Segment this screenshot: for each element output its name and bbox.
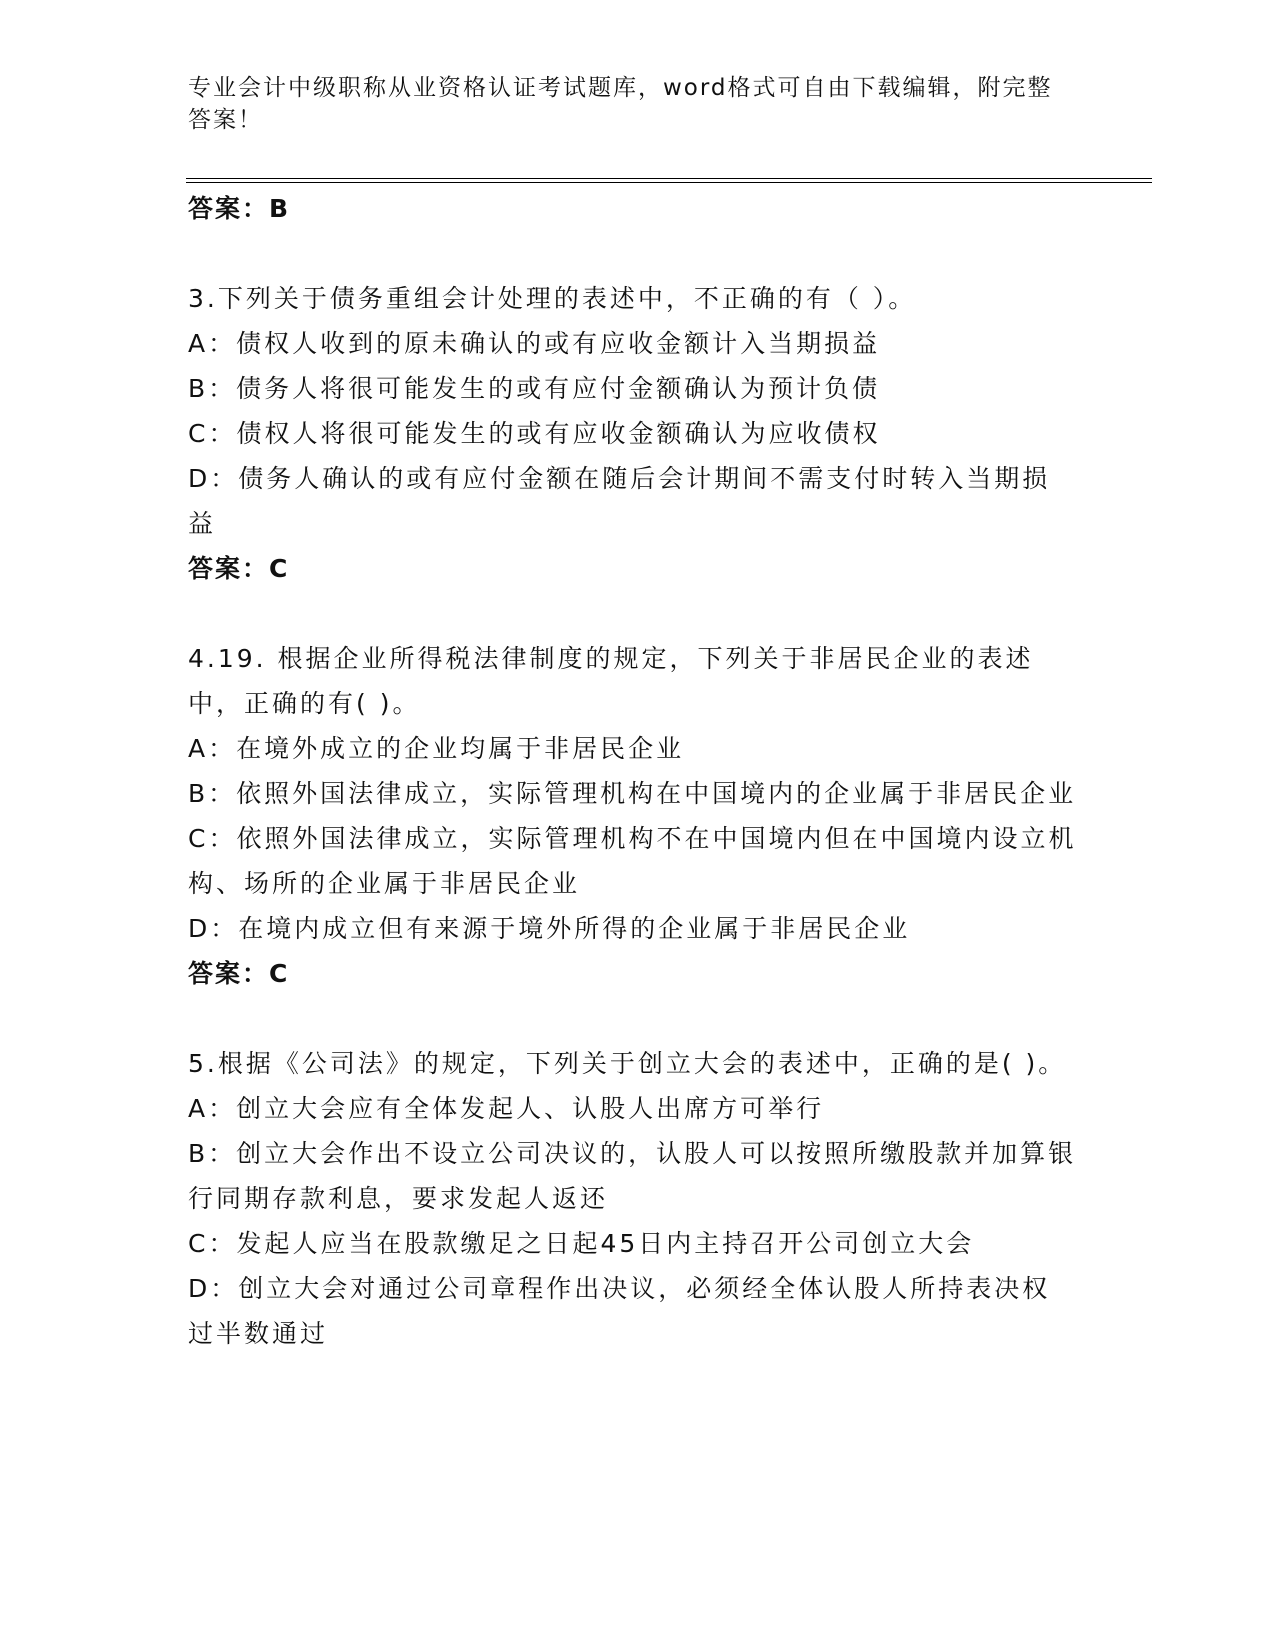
- spacer: [188, 231, 1078, 276]
- option-5-d: D：创立大会对通过公司章程作出决议，必须经全体认股人所持表决权过半数通过: [188, 1274, 1051, 1348]
- spacer: [188, 996, 1078, 1041]
- question-list: [188, 186, 1078, 1356]
- answer-q2: 答案：B: [188, 194, 291, 223]
- question-stem-3: 3.下列关于债务重组会计处理的表述中，不正确的有（ ）。: [188, 284, 917, 313]
- option-4-b: B：依照外国法律成立，实际管理机构在中国境内的企业属于非居民企业: [188, 779, 1077, 808]
- page-header: 专业会计中级职称从业资格认证考试题库，word格式可自由下载编辑，附完整答案！: [188, 75, 1053, 133]
- option-4-d: D：在境内成立但有来源于境外所得的企业属于非居民企业: [188, 914, 911, 943]
- header-divider-bottom: [186, 182, 1152, 183]
- header-divider-top: [186, 178, 1152, 179]
- option-4-a: A：在境外成立的企业均属于非居民企业: [188, 734, 685, 763]
- option-3-a: A：债权人收到的原未确认的或有应收金额计入当期损益: [188, 329, 881, 358]
- option-5-a: A：创立大会应有全体发起人、认股人出席方可举行: [188, 1094, 825, 1123]
- option-5-b: B：创立大会作出不设立公司决议的，认股人可以按照所缴股款并加算银行同期存款利息，要求发起人返还: [188, 1139, 1077, 1213]
- option-3-b: B：债务人将很可能发生的或有应付金额确认为预计负债: [188, 374, 881, 403]
- answer-q4: 答案：C: [188, 959, 290, 988]
- option-5-c: C：发起人应当在股款缴足之日起45日内主持召开公司创立大会: [188, 1229, 975, 1258]
- option-3-c: C：债权人将很可能发生的或有应收金额确认为应收债权: [188, 419, 881, 448]
- question-stem-5: 5.根据《公司法》的规定，下列关于创立大会的表述中，正确的是( )。: [188, 1049, 1067, 1078]
- option-3-d: D：债务人确认的或有应付金额在随后会计期间不需支付时转入当期损益: [188, 464, 1051, 538]
- question-stem-4: 4.19. 根据企业所得税法律制度的规定，下列关于非居民企业的表述中，正确的有( )。: [188, 644, 1034, 718]
- spacer: [188, 591, 1078, 636]
- option-4-c: C：依照外国法律成立，实际管理机构不在中国境内但在中国境内设立机构、场所的企业属于非居民企业: [188, 824, 1077, 898]
- answer-q3: 答案：C: [188, 554, 290, 583]
